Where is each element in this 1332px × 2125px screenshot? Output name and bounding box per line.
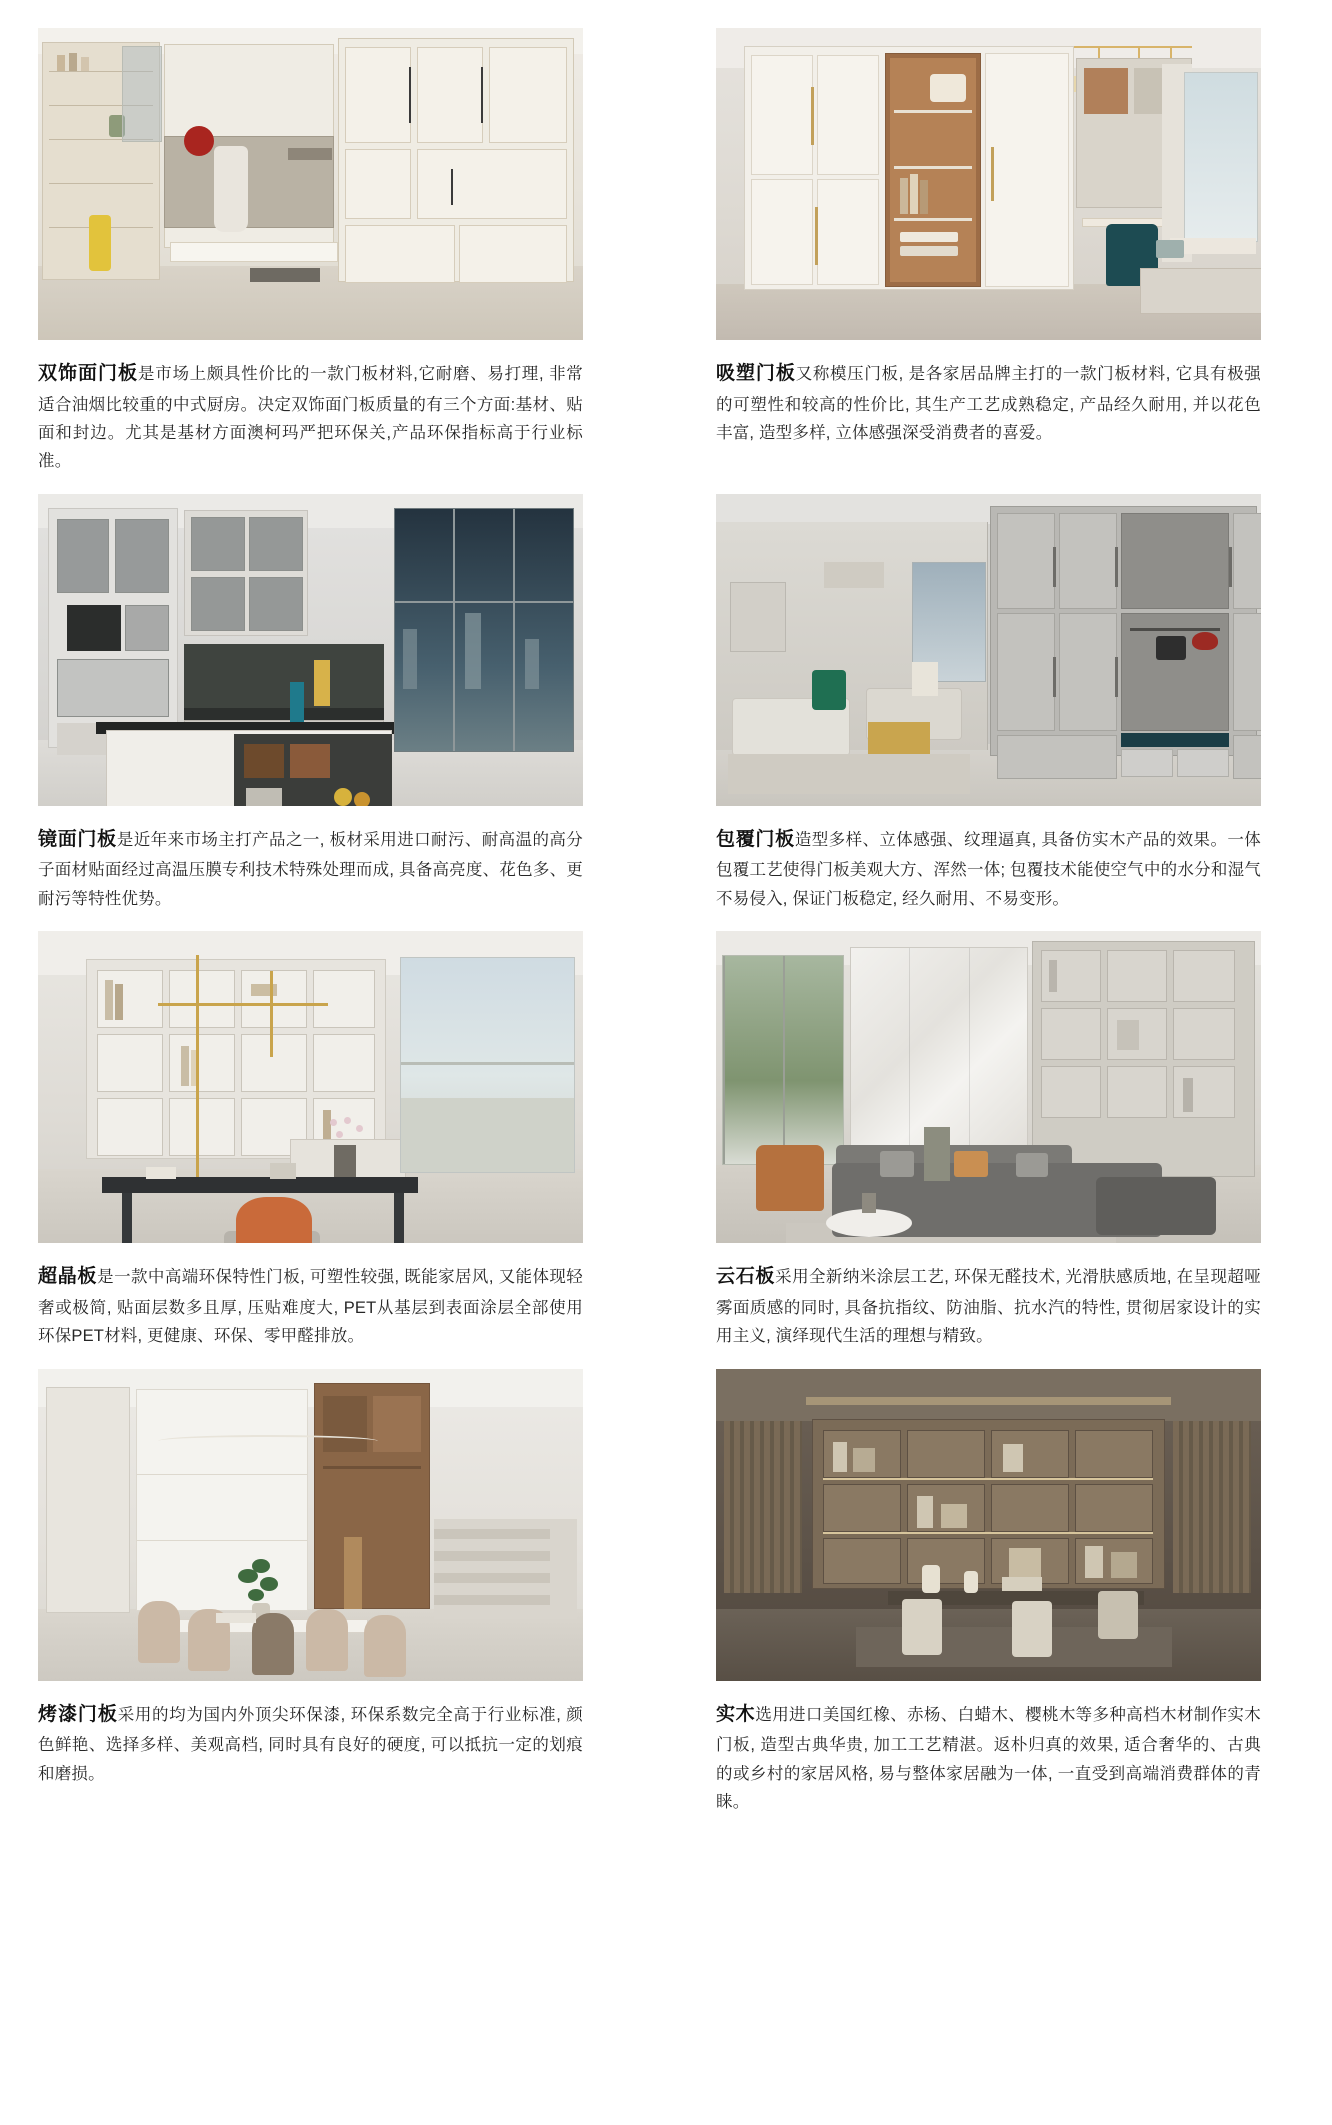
content-card [38,931,616,1350]
card-body: 是一款中高端环保特性门板, 可塑性较强, 既能家居风, 又能体现轻奢或极简, 贴面层数多且厚, 压贴难度大, PET从基层到表面涂层全部使用环保PET材料, 更健康、环保、零甲醛排放。 [38,1268,583,1346]
card-term: 超晶板 [38,1266,98,1288]
content-card [38,1369,616,1817]
dining-room-photo [38,1369,583,1681]
card-caption [38,358,583,476]
content-card [38,494,616,913]
card-term: 实木 [716,1703,756,1725]
card-caption [716,1699,1261,1817]
card-term: 双饰面门板 [38,363,139,384]
card-caption [716,1261,1261,1350]
card-body: 采用全新纳米涂层工艺, 环保无醛技术, 光滑肤感质地, 在呈现超哑雾面质感的同时, 具备抗指纹、防油脂、抗水汽的特性, 贯彻居家设计的实用主义, 演绎现代生活的理想与精致。 [716,1268,1261,1346]
card-body: 造型多样、立体感强、纹理逼真, 具备仿实木产品的效果。一体包覆工艺使得门板美观大方、浑然一体; 包覆技术能使空气中的水分和湿气不易侵入, 保证门板稳定, 经久耐用、不易变形。 [716,830,1261,908]
marble-living-room-photo [716,931,1261,1243]
card-body: 又称模压门板, 是各家居品牌主打的一款门板材料, 它具有极强的可塑性和较高的性价比, 其生产工艺成熟稳定, 产品经久耐用, 并以花色丰富, 造型多样, 立体感强深受消费者的喜爱。 [716,365,1261,443]
card-term: 云石板 [716,1266,776,1288]
card-body: 采用的均为国内外顶尖环保漆, 环保系数完全高于行业标准, 颜色鲜艳、选择多样、美观高档, 同时具有良好的硬度, 可以抵抗一定的划痕和磨损。 [38,1705,583,1783]
card-caption [716,824,1261,913]
content-card [716,28,1294,476]
content-card [38,28,616,476]
content-card [716,1369,1294,1817]
card-body: 是市场上颇具性价比的一款门板材料,它耐磨、易打理, 非常适合油烟比较重的中式厨房。决定双饰面门板质量的有三个方面:基材、贴面和封边。尤其是基材方面澳柯玛严把环保关,产品环保指标高于行业标准。 [38,365,583,471]
kitchen-island-photo [38,494,583,806]
card-term: 吸塑门板 [716,363,796,384]
card-term: 烤漆门板 [38,1703,118,1725]
card-body: 选用进口美国红橡、赤杨、白蜡木、樱桃木等多种高档木材制作实木门板, 造型古典华贵, 加工工艺精湛。返朴归真的效果, 适合奢华的、古典的或乡村的家居风格, 易与整体家居融为一体, 一直受到高端消费群体的青睐。 [716,1705,1261,1812]
card-caption [38,824,583,913]
dark-wood-study-photo [716,1369,1261,1681]
card-caption [716,358,1261,447]
card-caption [38,1261,583,1350]
wardrobe-bedroom-photo [716,28,1261,340]
card-term: 包覆门板 [716,828,795,850]
study-bookwall-photo [38,931,583,1243]
entryway-cabinet-photo [38,28,583,340]
grey-wardrobe-hall-photo [716,494,1261,806]
card-grid [38,28,1294,1824]
content-card [716,494,1294,913]
card-term: 镜面门板 [38,828,117,850]
content-card [716,931,1294,1350]
card-caption [38,1699,583,1788]
card-body: 是近年来市场主打产品之一, 板材采用进口耐污、耐高温的高分子面材贴面经过高温压膜专利技术特殊处理而成, 具备高亮度、花色多、更耐污等特性优势。 [38,830,583,908]
